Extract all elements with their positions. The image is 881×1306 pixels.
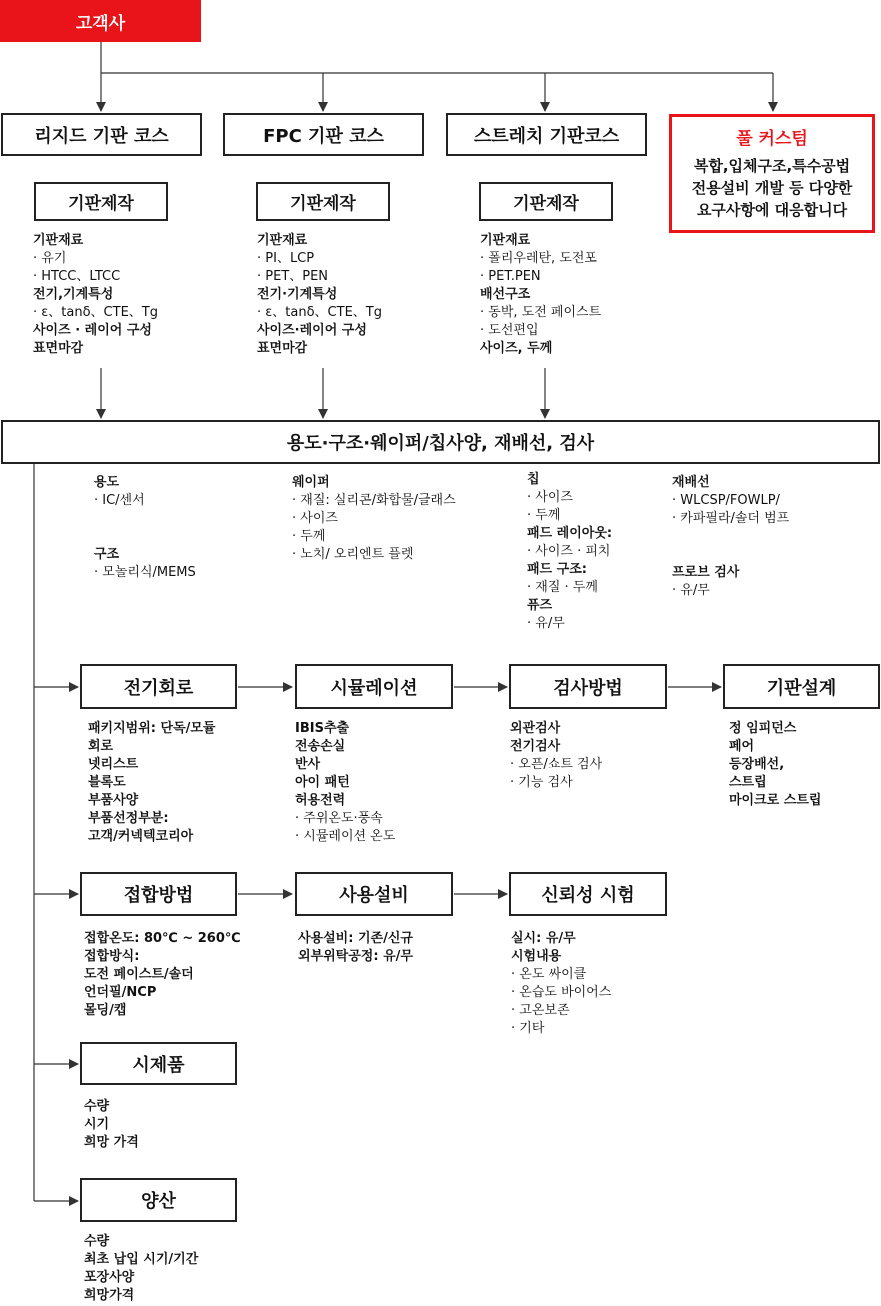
- detail-line: 전기·기계특성: [257, 287, 338, 302]
- stretch-course-details: [480, 232, 601, 358]
- detail-line: · HTCC、LTCC: [33, 269, 121, 284]
- detail-line: · IC/센서: [94, 493, 145, 508]
- detail-line: · 고온보존: [511, 1003, 570, 1018]
- detail-line: · 주위온도·풍속: [295, 811, 383, 826]
- detail-line: 도전 페이스트/솔더: [84, 967, 194, 982]
- detail-line: 실시: 유/무: [511, 931, 576, 946]
- detail-line: · 두께: [292, 529, 326, 544]
- mass-production-box: 양산: [80, 1178, 237, 1222]
- prototype-box: 시제품: [80, 1042, 237, 1085]
- detail-line: 프로브 검사: [672, 565, 740, 580]
- main-spec-bar: 용도·구조·웨이퍼/칩사양, 재배선, 검사: [1, 420, 880, 464]
- equipment-box: 사용설비: [295, 872, 453, 916]
- detail-line: 아이 패턴: [295, 775, 350, 790]
- detail-line: 구조: [94, 547, 120, 562]
- detail-line: 사용설비: 기존/신규: [298, 931, 413, 946]
- detail-line: 수량: [84, 1099, 110, 1114]
- detail-line: 수량: [84, 1234, 110, 1249]
- detail-line: 외관검사: [510, 721, 561, 736]
- detail-line: · 사이즈: [292, 511, 338, 526]
- detail-line: 배선구조: [480, 287, 531, 302]
- detail-line: 전송손실: [295, 739, 346, 754]
- rigid-fabrication-box: 기판제작: [34, 182, 168, 221]
- detail-line: 기판재료: [480, 233, 531, 248]
- circuit-details: [88, 720, 216, 846]
- detail-line: · 카파필라/솔더 범프: [672, 511, 790, 526]
- detail-line: · 노치/ 오리엔트 플렛: [292, 547, 414, 562]
- detail-line: 패드 레이아웃:: [527, 526, 613, 541]
- full-custom-line: 요구사항에 대응합니다: [696, 200, 848, 219]
- detail-line: 마이크로 스트립: [729, 793, 822, 808]
- mass-production-details: [84, 1233, 198, 1305]
- fpc-fabrication-box: 기판제작: [256, 182, 390, 221]
- detail-line: 몰딩/캡: [84, 1003, 127, 1018]
- rigid-course-box: 리지드 기판 코스: [1, 113, 202, 156]
- prototype-details: [84, 1098, 139, 1152]
- detail-line: 전기검사: [510, 739, 561, 754]
- detail-line: · WLCSP/FOWLP/: [672, 493, 780, 508]
- detail-line: 웨이퍼: [292, 475, 330, 490]
- simulation-box: 시뮬레이션: [295, 664, 453, 709]
- detail-line: [672, 546, 789, 564]
- detail-line: 등장배선,: [729, 757, 785, 772]
- detail-line: [94, 528, 196, 546]
- detail-line: · 동박, 도전 페이스트: [480, 305, 602, 320]
- detail-line: · ε、tanδ、CTE、Tg: [257, 305, 382, 320]
- detail-line: 표면마감: [257, 341, 308, 356]
- detail-line: 최초 납입 시기/기간: [84, 1252, 199, 1267]
- detail-line: · 온습도 바이어스: [511, 985, 612, 1000]
- detail-line: 칩: [527, 472, 540, 487]
- customer-box: 고객사: [0, 0, 201, 42]
- full-custom-line: 복합,입체구조,특수공법: [693, 156, 851, 175]
- detail-line: · PET、PEN: [257, 269, 329, 284]
- detail-line: · 모놀리식/MEMS: [94, 565, 196, 580]
- spec-redistribution: [672, 474, 789, 600]
- detail-line: 언더필/NCP: [84, 985, 157, 1000]
- detail-line: 희망가격: [84, 1288, 135, 1303]
- detail-line: 퓨즈: [527, 598, 553, 613]
- detail-line: · 시뮬레이션 온도: [295, 829, 396, 844]
- detail-line: · 폴리우레탄, 도전포: [480, 251, 597, 266]
- detail-line: · 오픈/쇼트 검사: [510, 757, 603, 772]
- detail-line: 허용전력: [295, 793, 346, 808]
- detail-line: [672, 528, 789, 546]
- detail-line: · 재질 · 두께: [527, 580, 598, 595]
- detail-line: 외부위탁공정: 유/무: [298, 949, 413, 964]
- detail-line: 기판재료: [33, 233, 84, 248]
- detail-line: · 두께: [527, 508, 561, 523]
- detail-line: 넷리스트: [88, 757, 139, 772]
- detail-line: 시기: [84, 1117, 110, 1132]
- detail-line: 반사: [295, 757, 321, 772]
- spec-chip: [527, 471, 612, 633]
- inspection-method-box: 검사방법: [509, 664, 667, 709]
- detail-line: 희망 가격: [84, 1135, 139, 1150]
- detail-line: 사이즈·레이어 구성: [257, 323, 367, 338]
- detail-line: 부품사양: [88, 793, 139, 808]
- detail-line: 용도: [94, 475, 120, 490]
- detail-line: 패키지범위: 단독/모듈: [88, 721, 216, 736]
- detail-line: · 도선편입: [480, 323, 539, 338]
- detail-line: [94, 510, 196, 528]
- reliability-details: [511, 930, 611, 1038]
- detail-line: · 사이즈: [527, 490, 573, 505]
- simulation-details: [295, 720, 395, 846]
- detail-line: 패드 구조:: [527, 562, 587, 577]
- detail-line: 재배선: [672, 475, 710, 490]
- full-custom-title: 풀 커스텀: [736, 128, 808, 149]
- detail-line: 시험내용: [511, 949, 562, 964]
- detail-line: · 재질: 실리콘/화합물/글래스: [292, 493, 456, 508]
- inspection-details: [510, 720, 602, 792]
- detail-line: 부품선정부분:: [88, 811, 169, 826]
- detail-line: 사이즈 · 레이어 구성: [33, 323, 152, 338]
- spec-wafer: [292, 474, 456, 564]
- stretch-fabrication-box: 기판제작: [479, 182, 613, 221]
- detail-line: 기판재료: [257, 233, 308, 248]
- equipment-details: [298, 930, 413, 966]
- detail-line: 전기,기계특성: [33, 287, 114, 302]
- detail-line: 스트립: [729, 775, 767, 790]
- circuit-box: 전기회로: [80, 664, 237, 709]
- detail-line: 접합온도: 80℃ ~ 260℃: [84, 931, 241, 946]
- detail-line: · PET.PEN: [480, 269, 541, 284]
- spec-usage-structure: [94, 474, 196, 582]
- detail-line: 블록도: [88, 775, 126, 790]
- detail-line: · 유/무: [672, 583, 710, 598]
- stretch-course-box: 스트레치 기판코스: [446, 113, 647, 156]
- fpc-course-box: FPC 기판 코스: [223, 113, 424, 156]
- detail-line: · 유기: [33, 251, 67, 266]
- detail-line: 포장사양: [84, 1270, 135, 1285]
- detail-line: · 기능 검사: [510, 775, 573, 790]
- detail-line: 페어: [729, 739, 755, 754]
- detail-line: 사이즈, 두께: [480, 341, 553, 356]
- design-details: [729, 720, 821, 810]
- detail-line: 정 임피던스: [729, 721, 797, 736]
- full-custom-line: 전용설비 개발 등 다양한: [691, 178, 853, 197]
- substrate-design-box: 기판설계: [723, 664, 880, 709]
- detail-line: · 유/무: [527, 616, 565, 631]
- detail-line: · 온도 싸이클: [511, 967, 587, 982]
- detail-line: 회로: [88, 739, 114, 754]
- bonding-details: [84, 930, 241, 1020]
- detail-line: 접합방식:: [84, 949, 140, 964]
- bonding-method-box: 접합방법: [80, 872, 237, 916]
- rigid-course-details: [33, 232, 158, 358]
- detail-line: · ε、tanδ、CTE、Tg: [33, 305, 158, 320]
- detail-line: · PI、LCP: [257, 251, 315, 266]
- fpc-course-details: [257, 232, 382, 358]
- reliability-test-box: 신뢰성 시험: [509, 872, 667, 916]
- detail-line: IBIS추출: [295, 721, 350, 736]
- full-custom-box: [669, 114, 875, 233]
- detail-line: · 기타: [511, 1021, 545, 1036]
- detail-line: · 사이즈 · 피치: [527, 544, 611, 559]
- detail-line: 고객/커넥텍코리아: [88, 829, 194, 844]
- detail-line: 표면마감: [33, 341, 84, 356]
